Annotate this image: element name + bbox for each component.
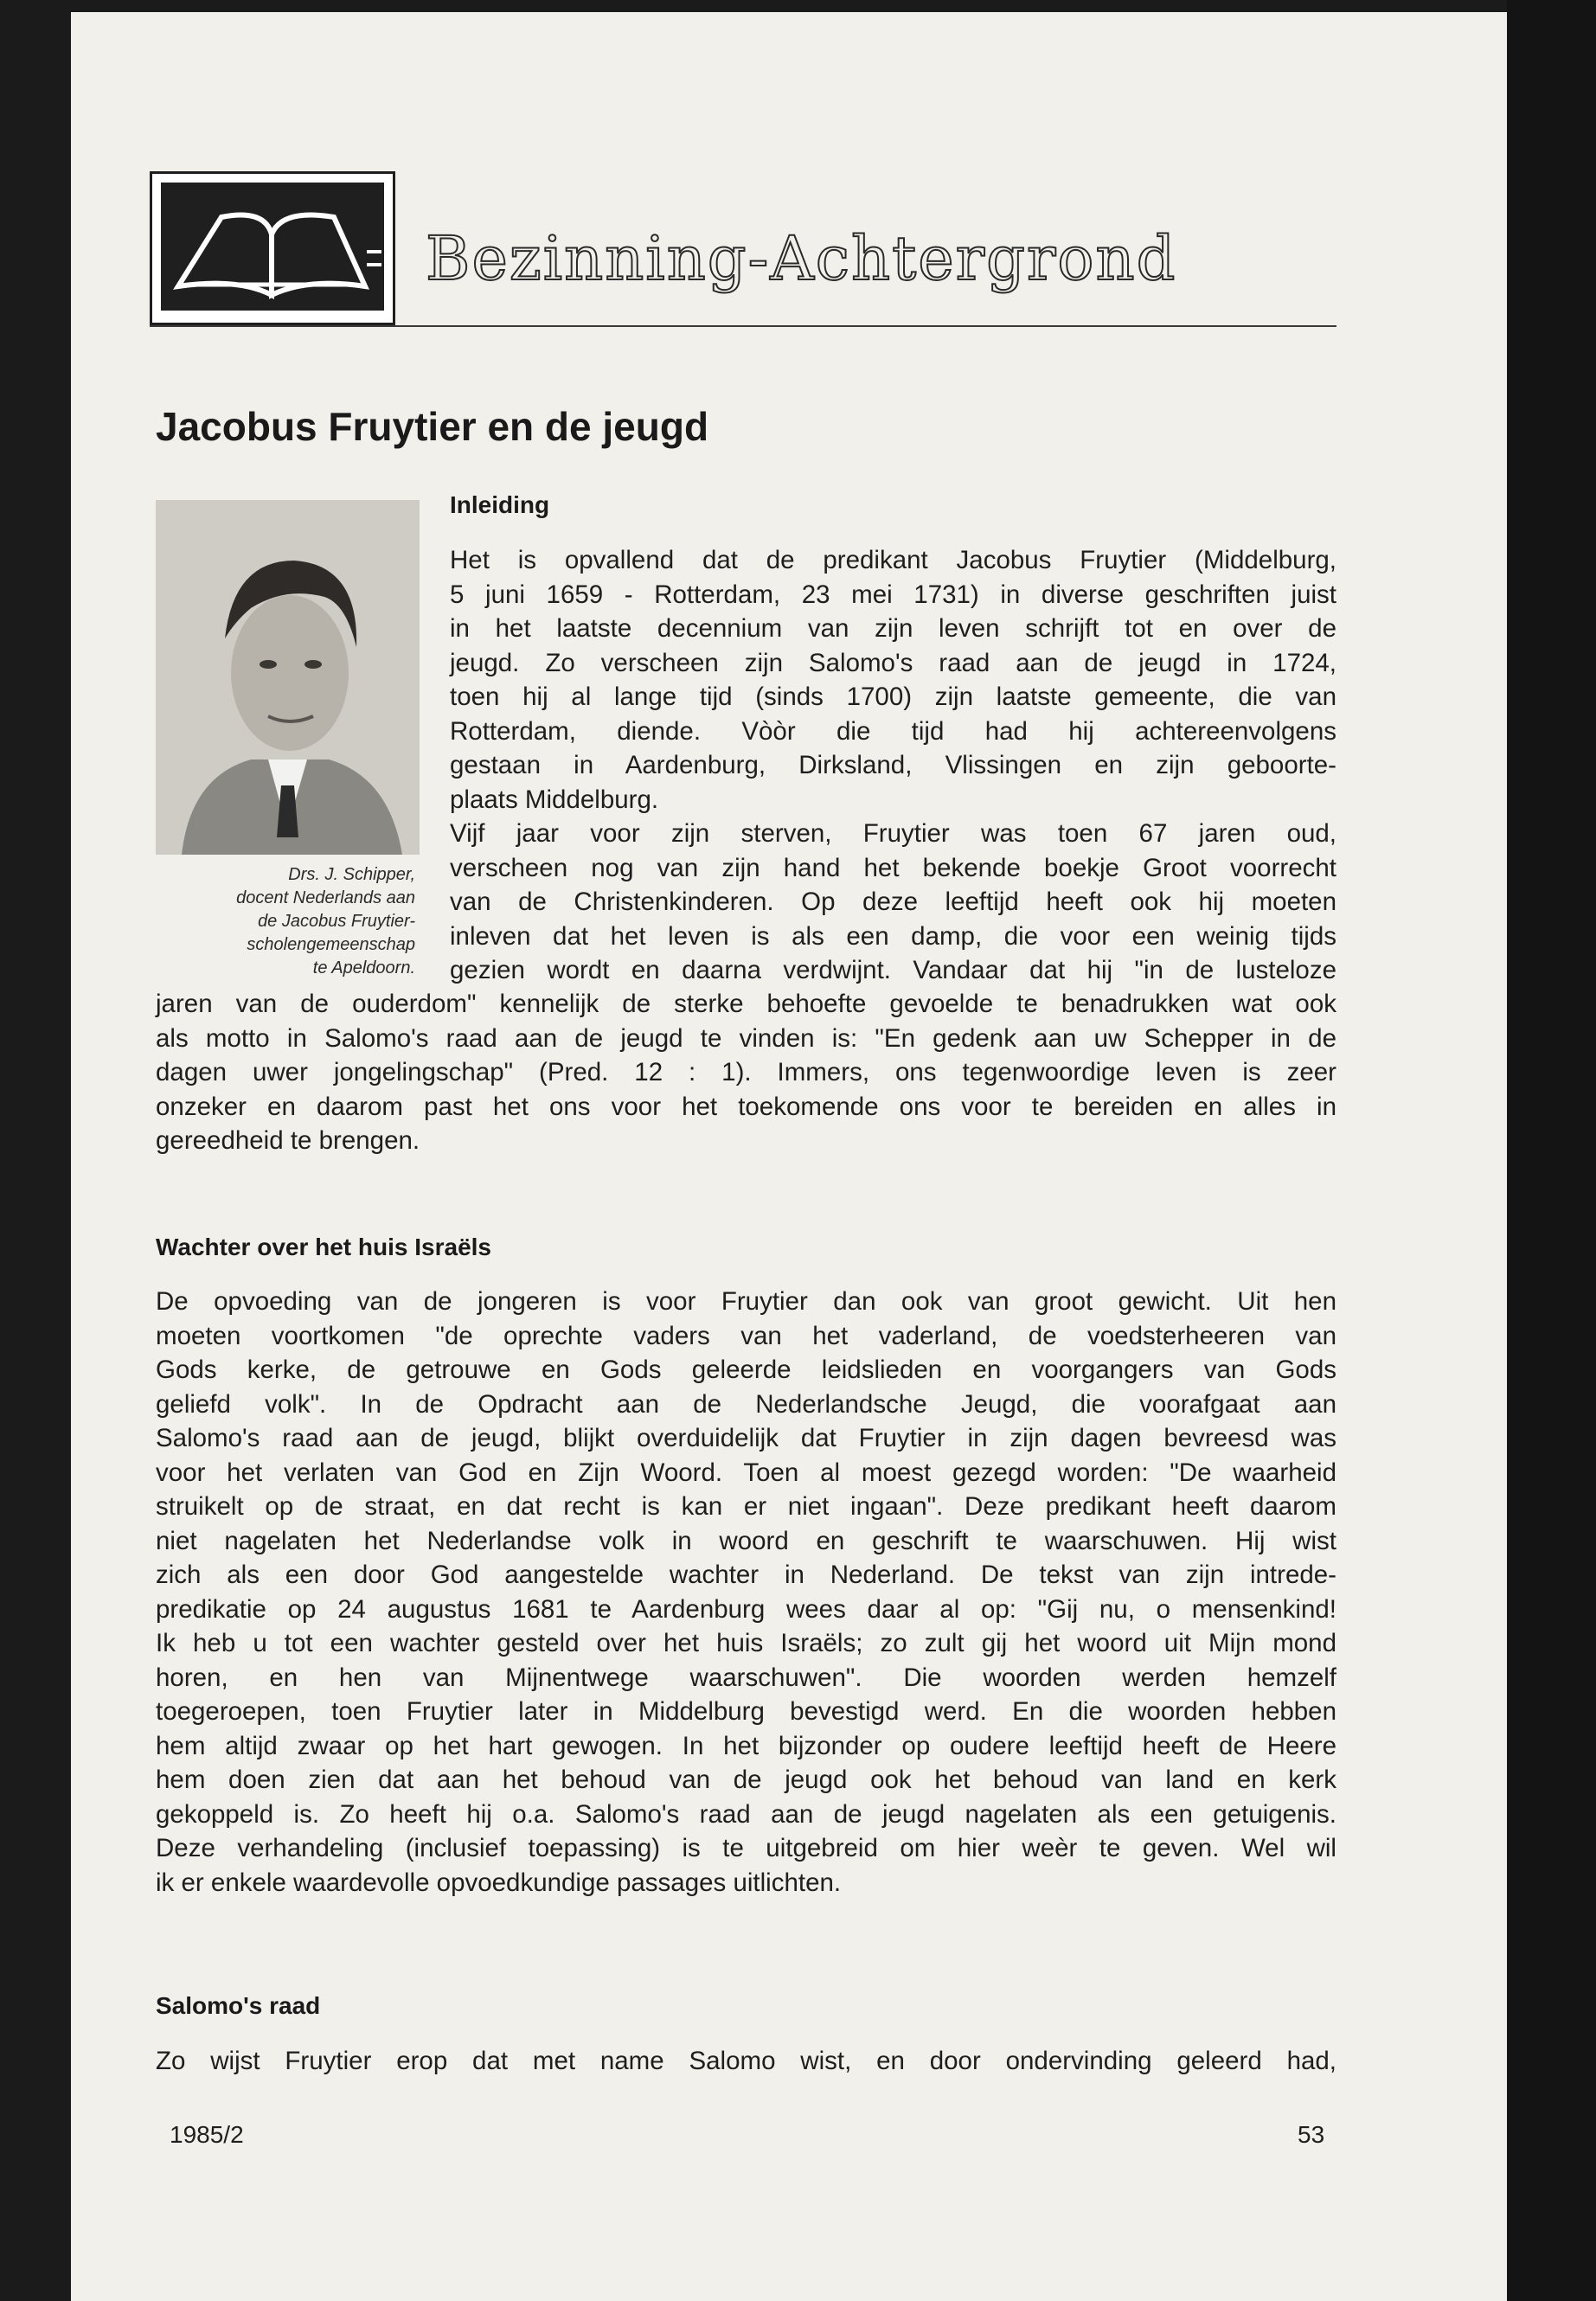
text-line: voor het verlaten van God en Zijn Woord. Toen al moest gezegd worden: "De waarheid (156, 1458, 1336, 1487)
text-line: toen hij al lange tijd (sinds 1700) zijn laatste gemeente, die van (450, 683, 1336, 711)
text-line: ik er enkele waardevolle opvoedkundige passages uitlichten. (156, 1868, 842, 1897)
salomo-paragraph (156, 2044, 1336, 2079)
header-divider (150, 325, 1336, 327)
caption-line: scholengemeenschap (247, 935, 415, 954)
text-line: struikelt op de straat, en dat recht is kan er niet ingaan". Deze predikant heeft daarom (156, 1492, 1336, 1521)
author-photo (156, 500, 420, 855)
text-line: gestaan in Aardenburg, Dirksland, Vlissingen en zijn geboorte- (450, 751, 1336, 779)
text-line: hem doen zien dat aan het behoud van de jeugd ook het behoud van land en kerk (156, 1766, 1336, 1794)
caption-line: de Jacobus Fruytier- (258, 912, 415, 931)
text-line: van de Christenkinderen. Op deze leeftijd heeft ook hij moeten (450, 888, 1336, 916)
scan-border-top (0, 0, 1596, 12)
scan-border-right (1507, 0, 1596, 2301)
caption-line: Drs. J. Schipper, (288, 865, 415, 884)
text-line: Zo wijst Fruytier erop dat met name Salomo wist, en door ondervinding geleerd had, (156, 2047, 1336, 2075)
text-line: onzeker en daarom past het ons voor het toekomende ons voor te bereiden en alles in (156, 1092, 1336, 1121)
text-line: predikatie op 24 augustus 1681 te Aardenburg wees daar al op: "Gij nu, o mensenkind! (156, 1594, 1336, 1624)
text-line: Deze verhandeling (inclusief toepassing) is te uitgebreid om hier weèr te geven. Wel wil (156, 1834, 1336, 1862)
text-line: dagen uwer jongelingschap" (Pred. 12 : 1). Immers, ons tegenwoordige leven is zeer (156, 1058, 1336, 1086)
text-line: 5 juni 1659 - Rotterdam, 23 mei 1731) in diverse geschriften juist (450, 580, 1336, 609)
text-line: Rotterdam, diende. Vòòr die tijd had hij achtereenvolgens (450, 716, 1336, 746)
text-line: als motto in Salomo's raad aan de jeugd te vinden is: "En gedenk aan uw Schepper in de (156, 1023, 1336, 1053)
page-number: 53 (1298, 2121, 1325, 2148)
caption-line: te Apeldoorn. (312, 958, 415, 977)
scan-border-left (0, 0, 71, 2301)
heading-inleiding: Inleiding (450, 491, 550, 518)
book-logo (150, 171, 395, 325)
text-line: Salomo's raad aan de jeugd, blijkt overduidelijk dat Fruytier in zijn dagen bevreesd was (156, 1424, 1336, 1452)
text-line: gereedheid te brengen. (156, 1126, 420, 1155)
text-line: niet nagelaten het Nederlandse volk in woord en geschrift te waarschuwen. Hij wist (156, 1526, 1336, 1555)
wachter-paragraph (156, 1285, 1336, 1900)
issue-number: 1985/2 (170, 2121, 244, 2148)
photo-caption (121, 863, 415, 980)
section-title: Bezinning-Achtergrond (426, 223, 1177, 294)
article-title: Jacobus Fruytier en de jeugd (156, 404, 709, 449)
heading-salomo: Salomo's raad (156, 1992, 321, 2019)
text-line: verscheen nog van zijn hand het bekende boekje Groot voorrecht (450, 853, 1336, 882)
text-line: inleven dat het leven is als een damp, die voor een weinig tijds (450, 921, 1336, 951)
caption-line: docent Nederlands aan (236, 888, 415, 907)
text-line: Ik heb u tot een wachter gesteld over het huis Israëls; zo zult gij het woord uit Mijn mond (156, 1629, 1336, 1657)
text-line: moeten voortkomen "de oprechte vaders van het vaderland, de voedsterheeren van (156, 1321, 1336, 1350)
text-line: toegeroepen, toen Fruytier later in Middelburg bevestigd werd. En die woorden hebben (156, 1697, 1336, 1726)
text-line: hem altijd zwaar op het hart gewogen. In het bijzonder op oudere leeftijd heeft de Heere (156, 1731, 1336, 1760)
book-logo-background (161, 183, 384, 311)
text-line: zich als een door God aangestelde wachter in Nederland. De tekst van zijn intrede- (156, 1561, 1336, 1589)
text-line: De opvoeding van de jongeren is voor Fruytier dan ook van groot gewicht. Uit hen (156, 1287, 1336, 1316)
inleiding-wide-paragraph (156, 987, 1336, 1158)
text-line: gezien wordt en daarna verdwijnt. Vandaar dat hij "in de lusteloze (450, 956, 1336, 984)
text-line: gekoppeld is. Zo heeft hij o.a. Salomo's raad aan de jeugd nagelaten als een getuigenis. (156, 1799, 1336, 1829)
text-line: plaats Middelburg. (450, 785, 659, 814)
inleiding-narrow-paragraph (450, 543, 1336, 988)
text-line: Gods kerke, de getrouwe en Gods geleerde leidslieden en voorgangers van Gods (156, 1356, 1336, 1384)
heading-wachter: Wachter over het huis Israëls (156, 1234, 491, 1260)
text-line: jaren van de ouderdom" kennelijk de sterke behoefte gevoelde te benadrukken wat ook (156, 990, 1336, 1018)
text-line: Vijf jaar voor zijn sterven, Fruytier was toen 67 jaren oud, (450, 819, 1336, 848)
text-line: jeugd. Zo verscheen zijn Salomo's raad aan de jeugd in 1724, (450, 648, 1336, 677)
text-line: in het laatste decennium van zijn leven schrijft tot en over de (450, 614, 1336, 643)
text-line: geliefd volk". In de Opdracht aan de Nederlandsche Jeugd, die voorafgaat aan (156, 1389, 1336, 1419)
text-line: Het is opvallend dat de predikant Jacobus Fruytier (Middelburg, (450, 546, 1336, 574)
open-book-icon (161, 183, 386, 312)
text-line: horen, en hen van Mijnentwege waarschuwen". Die woorden werden hemzelf (156, 1663, 1336, 1692)
